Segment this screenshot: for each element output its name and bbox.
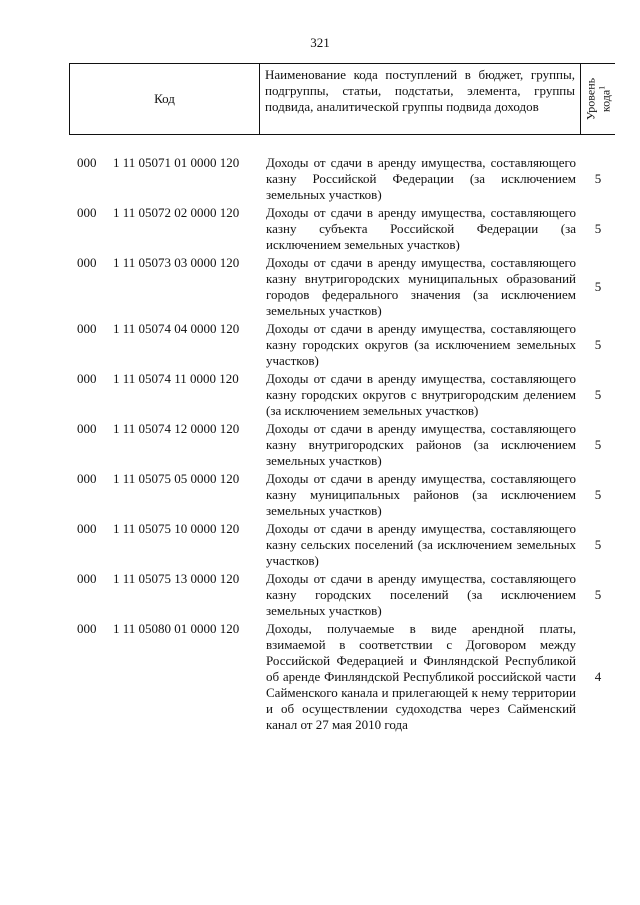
table-row (69, 321, 615, 369)
level-cell: 5 (594, 171, 602, 186)
table-row (69, 621, 615, 733)
level-cell: 5 (594, 587, 602, 602)
revenue-code-cell: 1 11 05074 12 0000 120 (113, 421, 240, 436)
table-row (69, 571, 615, 619)
level-cell: 5 (594, 279, 602, 294)
level-column-header (581, 64, 615, 134)
name-column-header: Наименование кода поступлений в бюджет, группы, подгруппы, статьи, подстатьи, элемента, группы подвида, аналитической группы подвида доходов (260, 64, 581, 134)
page-number: 321 (310, 35, 330, 50)
table-row (69, 421, 615, 469)
revenue-code-cell: 1 11 05080 01 0000 120 (113, 621, 240, 636)
table-row (69, 371, 615, 419)
revenue-code-cell: 1 11 05071 01 0000 120 (113, 155, 240, 170)
revenue-name-cell: Доходы от сдачи в аренду имущества, составляющего казну внутригородских районов (за исключением земельных участков) (266, 421, 576, 468)
revenue-name-cell: Доходы, получаемые в виде арендной платы, взимаемой в соответствии с Договором между Российской Федерацией и Финляндской Республикой об аренде Финляндской Республикой российской части Сайменского канала и прилегающей к нему территории и об осуществлении судоходства через Сайменский канал от 27 мая 2010 года (266, 621, 576, 732)
table-row (69, 471, 615, 519)
revenue-name-cell: Доходы от сдачи в аренду имущества, составляющего казну сельских поселений (за исключением земельных участков) (266, 521, 576, 568)
admin-code-cell: 000 (77, 571, 97, 586)
admin-code-cell: 000 (77, 255, 97, 270)
level-footnote-mark: 1 (597, 85, 607, 90)
revenue-name-cell: Доходы от сдачи в аренду имущества, составляющего казну муниципальных районов (за исключением земельных участков) (266, 471, 576, 518)
revenue-code-cell: 1 11 05073 03 0000 120 (113, 255, 240, 270)
admin-code-cell: 000 (77, 521, 97, 536)
revenue-name-cell: Доходы от сдачи в аренду имущества, составляющего казну внутригородских муниципальных образований городов федерального значения (за исключением земельных участков) (266, 255, 576, 318)
table-header (69, 63, 615, 135)
table-body (69, 155, 615, 735)
revenue-name-cell: Доходы от сдачи в аренду имущества, составляющего казну городских округов с внутригородским делением (за исключением земельных участков) (266, 371, 576, 418)
revenue-code-cell: 1 11 05075 13 0000 120 (113, 571, 240, 586)
revenue-name-cell: Доходы от сдачи в аренду имущества, составляющего казну городских округов (за исключением земельных участков) (266, 321, 576, 368)
revenue-name-cell: Доходы от сдачи в аренду имущества, составляющего казну субъекта Российской Федерации (за исключением земельных участков) (266, 205, 576, 252)
revenue-code-cell: 1 11 05074 11 0000 120 (113, 371, 239, 386)
table-row (69, 521, 615, 569)
level-cell: 4 (594, 669, 602, 684)
revenue-name-cell: Доходы от сдачи в аренду имущества, составляющего казну Российской Федерации (за исключением земельных участков) (266, 155, 576, 202)
level-cell: 5 (594, 437, 602, 452)
admin-code-cell: 000 (77, 471, 97, 486)
revenue-name-cell: Доходы от сдачи в аренду имущества, составляющего казну городских поселений (за исключением земельных участков) (266, 571, 576, 618)
level-cell: 5 (594, 337, 602, 352)
table-row (69, 205, 615, 253)
admin-code-cell: 000 (77, 421, 97, 436)
table-row (69, 155, 615, 203)
admin-code-cell: 000 (77, 155, 97, 170)
admin-code-cell: 000 (77, 621, 97, 636)
revenue-code-cell: 1 11 05072 02 0000 120 (113, 205, 240, 220)
level-cell: 5 (594, 487, 602, 502)
admin-code-cell: 000 (77, 321, 97, 336)
level-column-header-text (585, 64, 612, 134)
level-cell: 5 (594, 537, 602, 552)
admin-code-cell: 000 (77, 371, 97, 386)
level-cell: 5 (594, 221, 602, 236)
revenue-code-cell: 1 11 05075 05 0000 120 (113, 471, 240, 486)
level-column-header-label: Уровень кода (583, 77, 613, 121)
code-column-header: Код (70, 64, 260, 134)
revenue-code-cell: 1 11 05075 10 0000 120 (113, 521, 240, 536)
revenue-code-cell: 1 11 05074 04 0000 120 (113, 321, 240, 336)
level-cell: 5 (594, 387, 602, 402)
table-row (69, 255, 615, 319)
admin-code-cell: 000 (77, 205, 97, 220)
